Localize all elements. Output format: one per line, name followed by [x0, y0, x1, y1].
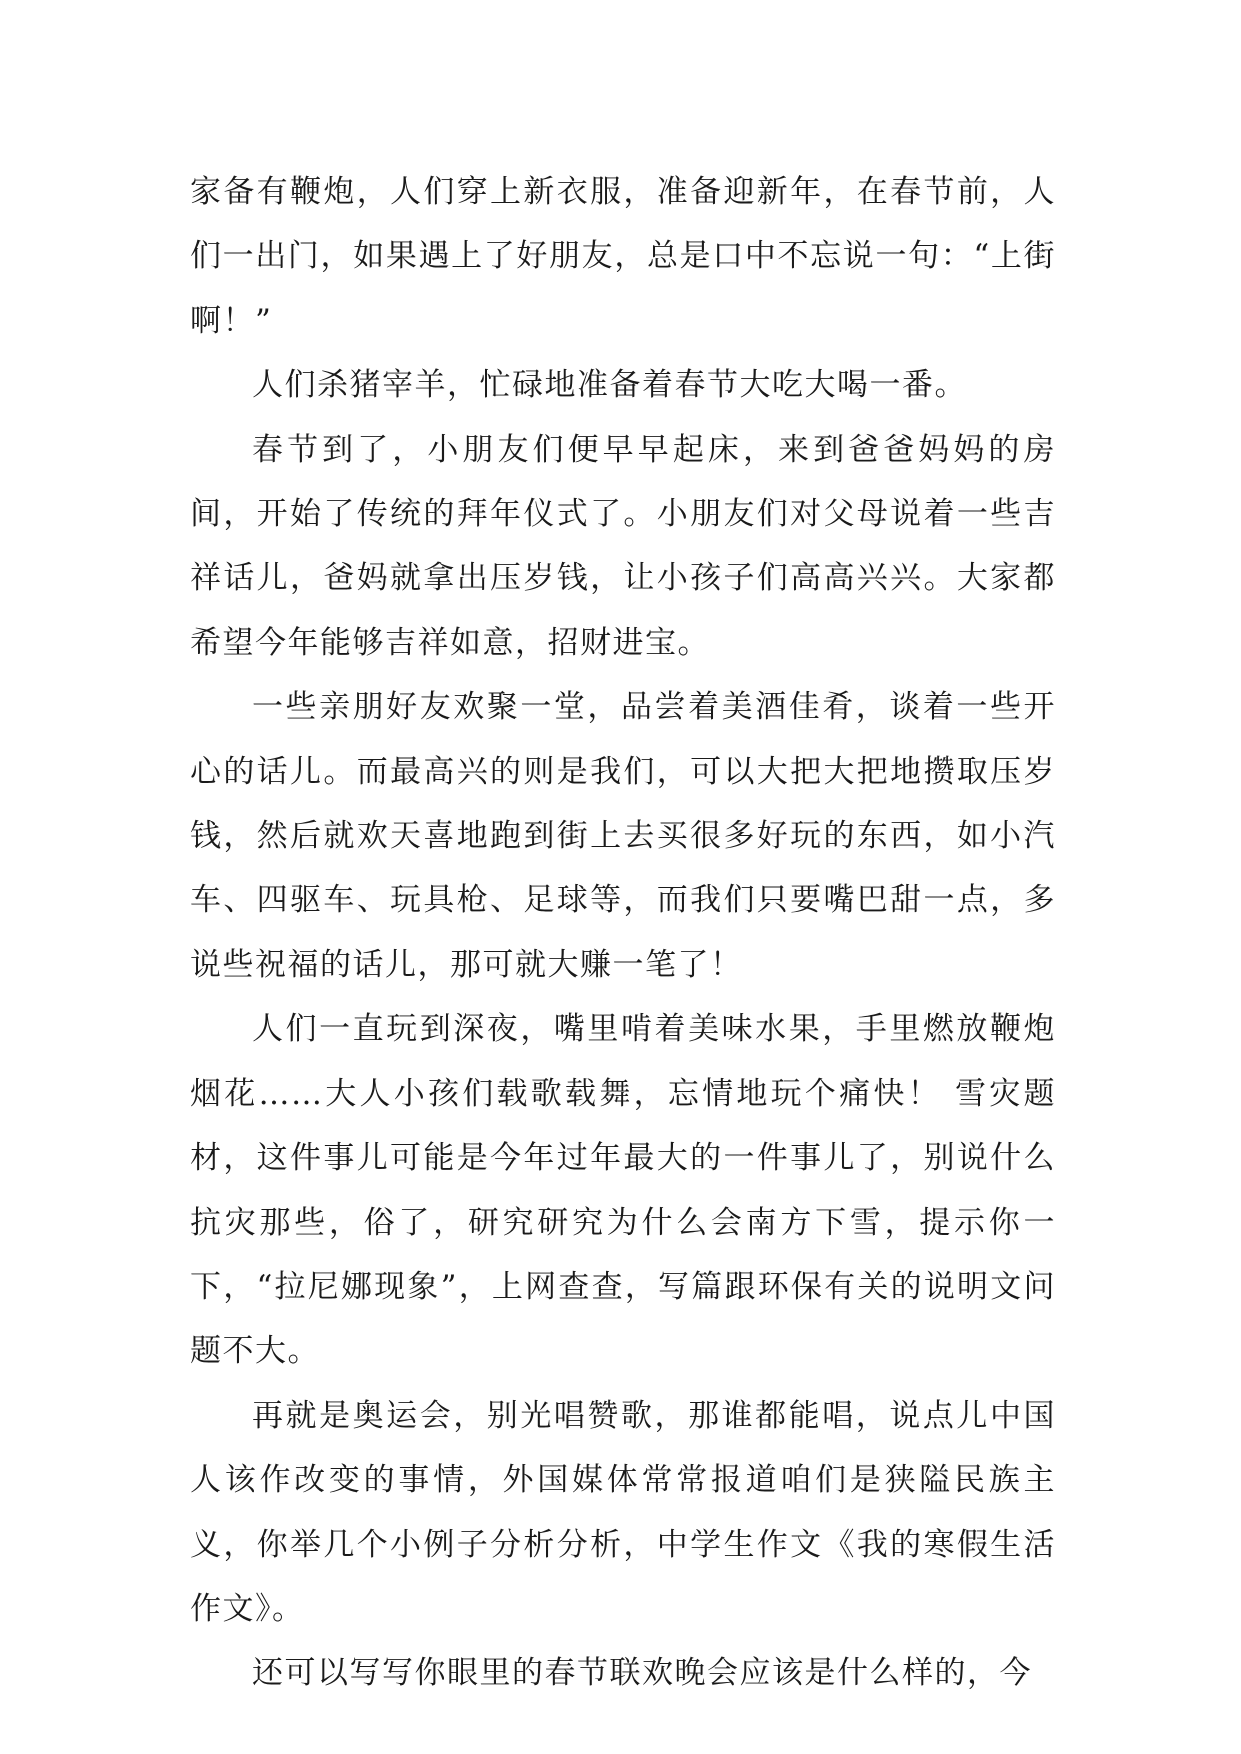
paragraph-4: 一些亲朋好友欢聚一堂，品尝着美酒佳肴，谈着一些开心的话儿。而最高兴的则是我们，可以大把大把地攒取压岁钱，然后就欢天喜地跑到街上去买很多好玩的东西，如小汽车、四驱车、玩具枪、足球等，而我们只要嘴巴甜一点，多说些祝福的话儿，那可就大赚一笔了！ — [190, 689, 1056, 983]
body-text — [190, 160, 1056, 1706]
paragraph-2: 人们杀猪宰羊，忙碌地准备着春节大吃大喝一番。 — [252, 367, 967, 404]
paragraph-6: 再就是奥运会，别光唱赞歌，那谁都能唱，说点儿中国人该作改变的事情，外国媒体常常报道咱们是狭隘民族主义，你举几个小例子分析分析，中学生作文《我的寒假生活作文》。 — [190, 1397, 1056, 1627]
paragraph-3: 春节到了，小朋友们便早早起床，来到爸爸妈妈的房间，开始了传统的拜年仪式了。小朋友们对父母说着一些吉祥话儿，爸妈就拿出压岁钱，让小孩子们高高兴兴。大家都希望今年能够吉祥如意，招财进宝。 — [190, 431, 1056, 661]
paragraph-1: 家备有鞭炮，人们穿上新衣服，准备迎新年，在春节前，人们一出门，如果遇上了好朋友，总是口中不忘说一句：“上街啊！” — [190, 174, 1056, 339]
paragraph-5: 人们一直玩到深夜，嘴里啃着美味水果，手里燃放鞭炮烟花……大人小孩们载歌载舞，忘情地玩个痛快！ 雪灾题材，这件事儿可能是今年过年最大的一件事儿了，别说什么抗灾那些，俗了，研究研究为什么会南方下雪，提示你一下，“拉尼娜现象”，上网查查，写篇跟环保有关的说明文问题不大。 — [190, 1011, 1056, 1370]
paragraph-7: 还可以写写你眼里的春节联欢晚会应该是什么样的，今 — [252, 1655, 1032, 1692]
